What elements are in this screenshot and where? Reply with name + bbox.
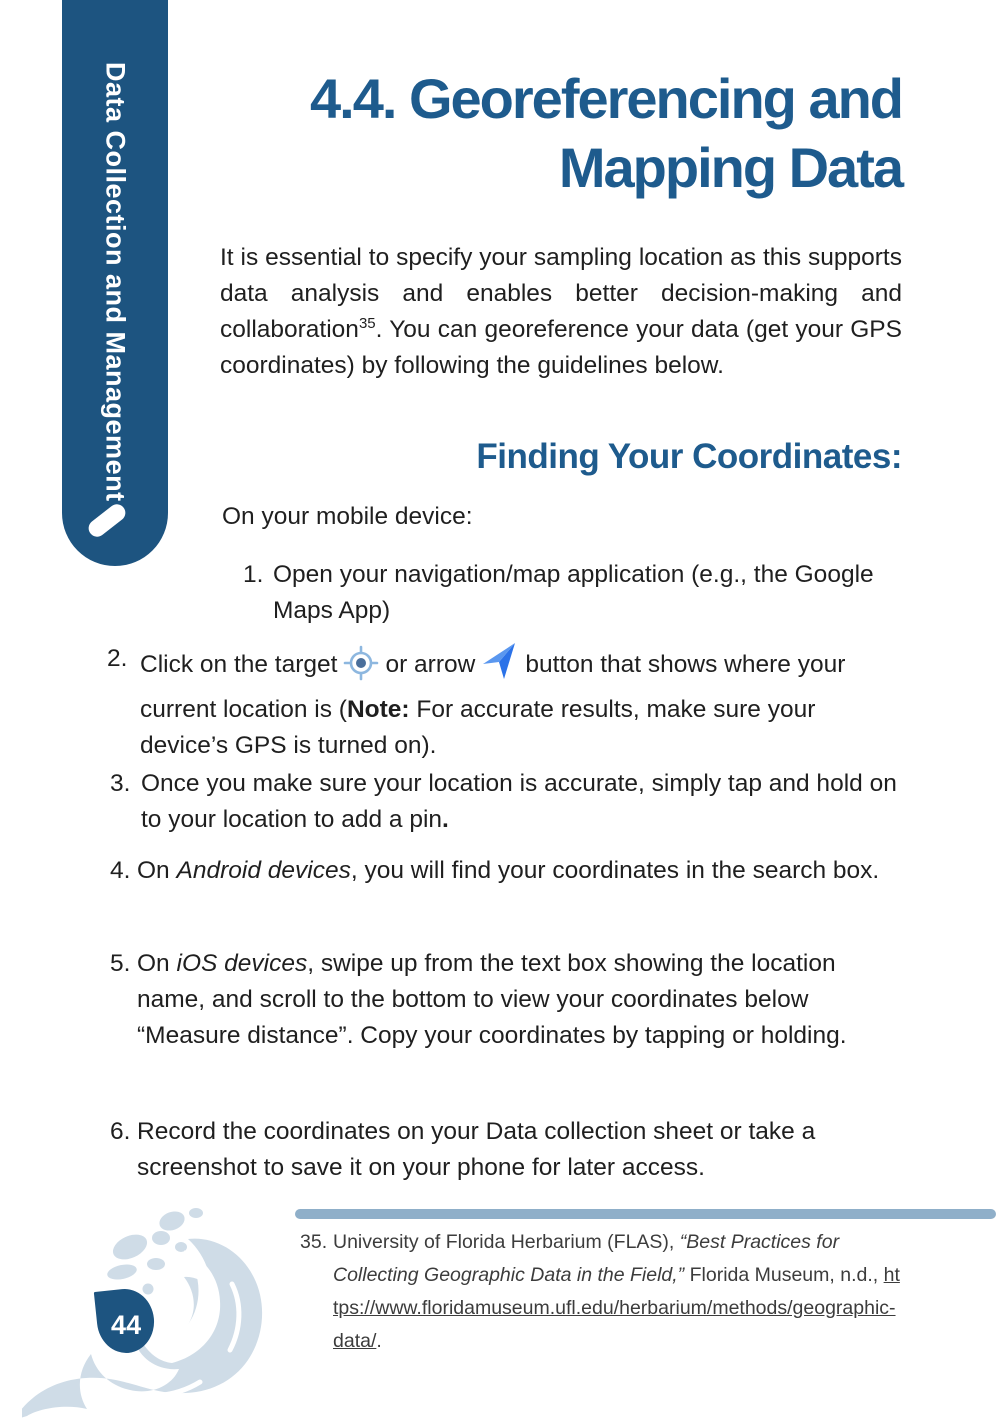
footnote xyxy=(300,1226,900,1358)
list-item-text: or arrow xyxy=(385,651,476,678)
chapter-tab-label: Data Collection and Management xyxy=(100,62,131,502)
list-item-text: On xyxy=(137,857,177,884)
list-item-text: , you will find your coordinates in the search box. xyxy=(350,857,880,884)
note-label: Note: xyxy=(346,696,410,723)
device-type-emphasis: iOS devices xyxy=(176,950,308,977)
comma-icon xyxy=(85,501,129,540)
list-number: 3. xyxy=(110,770,131,797)
section-lead: On your mobile device: xyxy=(222,503,473,530)
wave-splash-graphic xyxy=(22,1192,334,1420)
bold-period: . xyxy=(442,806,449,833)
page-title-line2: Mapping Data xyxy=(558,136,902,199)
list-item-text: For accurate results, make sure your device’s GPS is turned on). xyxy=(140,696,816,759)
list-item-5 xyxy=(110,946,907,1054)
list-number: 1. xyxy=(243,561,264,588)
navigation-arrow-icon xyxy=(481,641,519,692)
list-item-3 xyxy=(110,766,907,838)
target-location-icon xyxy=(343,645,379,692)
footnote-number: 35. xyxy=(300,1231,328,1253)
list-item-4 xyxy=(110,853,907,889)
list-item-2 xyxy=(107,641,907,764)
list-item-6 xyxy=(110,1114,907,1186)
footnote-reference: 35 xyxy=(358,314,376,332)
intro-text: It is essential to specify your sampling location as this supports data analysis and enables better decision-making and collaboration xyxy=(220,244,902,343)
footnote-text: . xyxy=(376,1330,382,1352)
intro-text-continued: . You can georeference your data (get your GPS coordinates) by following the guidelines below. xyxy=(220,316,902,379)
list-item-text: Once you make sure your location is accurate, simply tap and hold on to your location to add a pin xyxy=(141,770,897,833)
list-item-text: , swipe up from the text box showing the location name, and scroll to the bottom to view your coordinates below “Measure distance”. Copy your coordinates by tapping or holding. xyxy=(137,950,847,1049)
list-number: 5. xyxy=(110,950,131,977)
intro-paragraph xyxy=(220,240,902,384)
list-item-text: Record the coordinates on your Data collection sheet or take a screenshot to save it on your phone for later access. xyxy=(137,1118,816,1181)
page-title xyxy=(200,64,902,202)
section-heading: Finding Your Coordinates: xyxy=(476,437,902,476)
footnote-link[interactable]: https://www.floridamuseum.ufl.edu/herbarium/methods/geographic-data/ xyxy=(333,1264,900,1352)
footnote-text: Florida Museum, n.d., xyxy=(684,1264,884,1286)
footnote-work-title: “Best Practices for Collecting Geographic Data in the Field,” xyxy=(333,1231,840,1286)
page-title-line1: 4.4. Georeferencing and xyxy=(310,67,902,130)
footnote-text: University of Florida Herbarium (FLAS), xyxy=(333,1231,680,1253)
device-type-emphasis: Android devices xyxy=(176,857,351,884)
list-item-text: Open your navigation/map application (e.g., the Google Maps App) xyxy=(273,561,874,624)
chapter-tab xyxy=(62,0,168,566)
page-number: 44 xyxy=(111,1309,142,1340)
list-number: 4. xyxy=(110,857,131,884)
list-item-text: On xyxy=(137,950,177,977)
list-number: 6. xyxy=(110,1118,131,1145)
list-item-1 xyxy=(243,557,905,629)
footnote-separator xyxy=(295,1209,996,1219)
list-number: 2. xyxy=(107,645,128,672)
list-item-text: button that shows where your current location is ( xyxy=(140,651,846,723)
list-item-text: Click on the target xyxy=(140,651,338,678)
